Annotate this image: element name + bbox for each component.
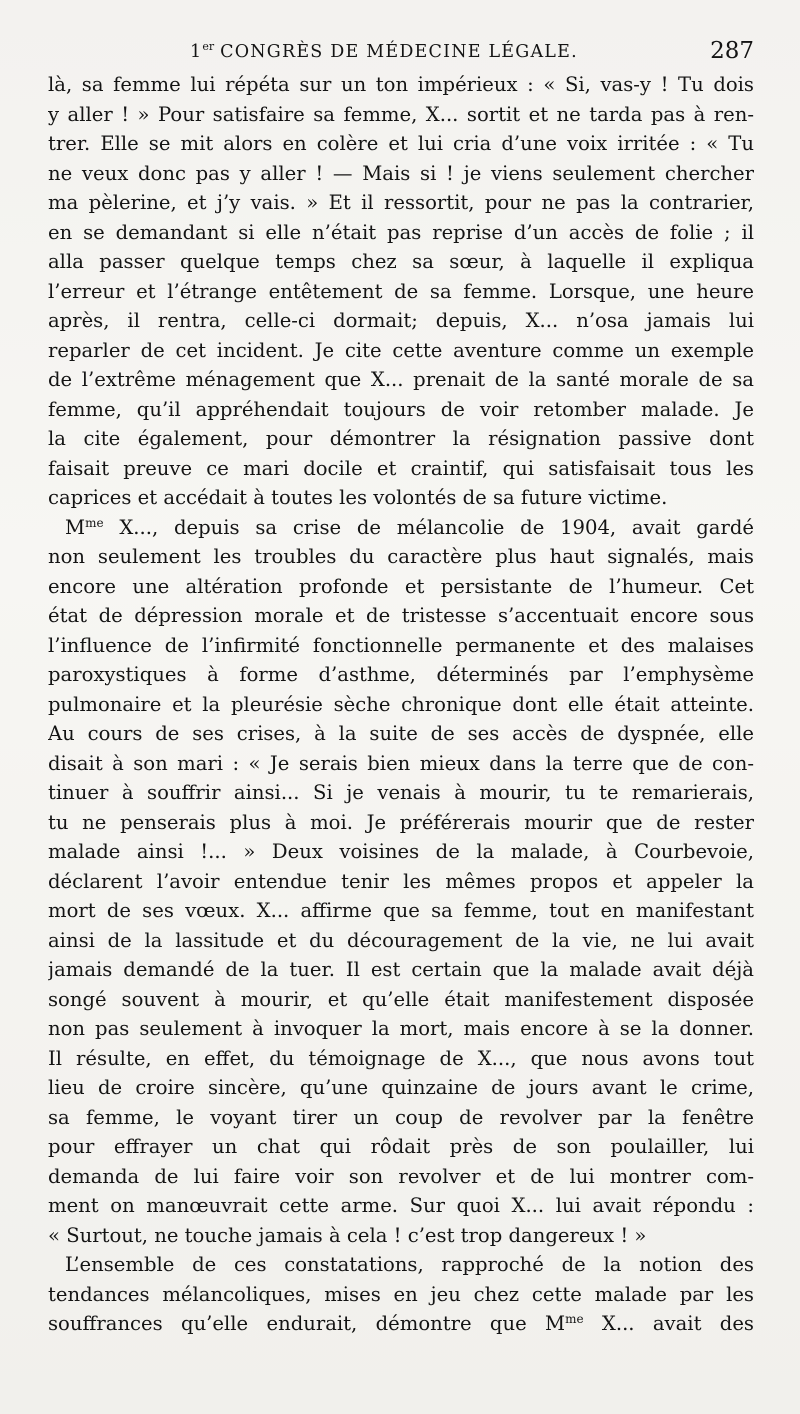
running-title-ordinal-suffix: er: [202, 40, 215, 53]
text-line: Il résulte, en effet, du témoignage de X..., que nous avons tout: [48, 1046, 754, 1070]
text-line: faisait preuve ce mari docile et craintif, qui satisfaisait tous les: [48, 456, 754, 480]
text-line: Au cours de ses crises, à la suite de ses accès de dyspnée, elle: [48, 722, 754, 745]
text-line: disait à son mari : « Je serais bien mieux dans la terre que de con-: [48, 751, 754, 775]
text-line: jamais demandé de la tuer. Il est certain que la malade avait déjà: [48, 958, 754, 981]
text-line: tinuer à souffrir ainsi... Si je venais à mourir, tu te remarierais,: [48, 781, 754, 804]
text-line: trer. Elle se mit alors en colère et lui cria d’une voix irritée : « Tu: [48, 132, 754, 155]
running-title-text: CONGRÈS DE MÉDECINE LÉGALE.: [220, 42, 578, 62]
text-line: tendances mélancoliques, mises en jeu chez cette malade par les: [48, 1282, 754, 1306]
text-line: en se demandant si elle n’était pas reprise d’un accès de folie ; il: [48, 220, 754, 244]
running-title: [190, 40, 578, 62]
text-line: sa femme, le voyant tirer un coup de revolver par la fenêtre: [48, 1105, 754, 1129]
text-line: mort de ses vœux. X... affirme que sa femme, tout en manifestant: [48, 899, 754, 922]
text-line: de l’extrême ménagement que X... prenait de la santé morale de sa: [48, 368, 754, 391]
text-line: demanda de lui faire voir son revolver et de lui montrer com-: [48, 1164, 754, 1188]
text-line: [48, 1309, 754, 1339]
text-segment: X... avait des: [583, 1312, 754, 1335]
text-line: paroxystiques à forme d’asthme, déterminés par l’emphysème: [48, 663, 754, 686]
text-line: après, il rentra, celle-ci dormait; depuis, X... n’osa jamais lui: [48, 309, 754, 332]
abbreviation-superscript: me: [565, 1312, 584, 1326]
text-line: pour effrayer un chat qui rôdait près de son poulailler, lui: [48, 1135, 754, 1158]
text-line: ainsi de la lassitude et du découragement de la vie, ne lui avait: [48, 928, 754, 952]
text-line: ment on manœuvrait cette arme. Sur quoi X... lui avait répondu :: [48, 1194, 754, 1217]
text-line: ma pèlerine, et j’y vais. » Et il ressortit, pour ne pas la contrarier,: [48, 191, 754, 214]
text-segment: M: [65, 515, 86, 539]
text-line: y aller ! » Pour satisfaire sa femme, X... sortit et ne tarda pas à ren-: [48, 102, 754, 126]
text-line: caprices et accédait à toutes les volontés de sa future victime.: [48, 486, 668, 509]
abbreviation-superscript: me: [85, 515, 104, 530]
body-text: [48, 70, 754, 1339]
text-line: femme, qu’il appréhendait toujours de voir retomber malade. Je: [48, 397, 754, 421]
text-line: non pas seulement à invoquer la mort, mais encore à se la donner.: [48, 1017, 754, 1040]
text-line: la cite également, pour démontrer la résignation passive dont: [48, 427, 754, 450]
text-line: lieu de croire sincère, qu’une quinzaine de jours avant le crime,: [48, 1076, 754, 1099]
text-line: tu ne penserais plus à moi. Je préférerais mourir que de rester: [48, 810, 754, 834]
text-line: l’erreur et l’étrange entêtement de sa femme. Lorsque, une heure: [48, 279, 754, 303]
running-head: [48, 38, 754, 68]
text-line: ne veux donc pas y aller ! — Mais si ! je viens seulement chercher: [48, 161, 754, 185]
text-line: malade ainsi !... » Deux voisines de la malade, à Courbevoie,: [48, 840, 754, 863]
text-segment: X..., depuis sa crise de mélancolie de 1904, avait gardé: [103, 515, 754, 539]
text-line: état de dépression morale et de tristesse s’accentuait encore sous: [48, 604, 754, 627]
text-line: non seulement les troubles du caractère plus haut signalés, mais: [48, 545, 754, 568]
text-line: pulmonaire et la pleurésie sèche chronique dont elle était atteinte.: [48, 692, 754, 716]
text-line: L’ensemble de ces constatations, rapproché de la notion des: [65, 1253, 754, 1276]
text-line: là, sa femme lui répéta sur un ton impérieux : « Si, vas-y ! Tu dois: [48, 73, 754, 96]
text-line: déclarent l’avoir entendue tenir les mêmes propos et appeler la: [48, 869, 754, 893]
text-segment: souffrances qu’elle endurait, démontre que M: [48, 1312, 566, 1335]
text-line: « Surtout, ne touche jamais à cela ! c’est trop dangereux ! »: [48, 1223, 647, 1247]
page-number: 287: [710, 38, 754, 64]
text-line: songé souvent à mourir, et qu’elle était manifestement disposée: [48, 987, 754, 1011]
text-line: [48, 513, 754, 543]
text-line: encore une altération profonde et persistante de l’humeur. Cet: [48, 574, 754, 598]
running-title-ordinal: 1: [190, 42, 203, 62]
text-line: reparler de cet incident. Je cite cette aventure comme un exemple: [48, 338, 754, 362]
text-line: alla passer quelque temps chez sa sœur, à laquelle il expliqua: [48, 250, 754, 273]
text-line: l’influence de l’infirmité fonctionnelle permanente et des malaises: [48, 633, 754, 657]
